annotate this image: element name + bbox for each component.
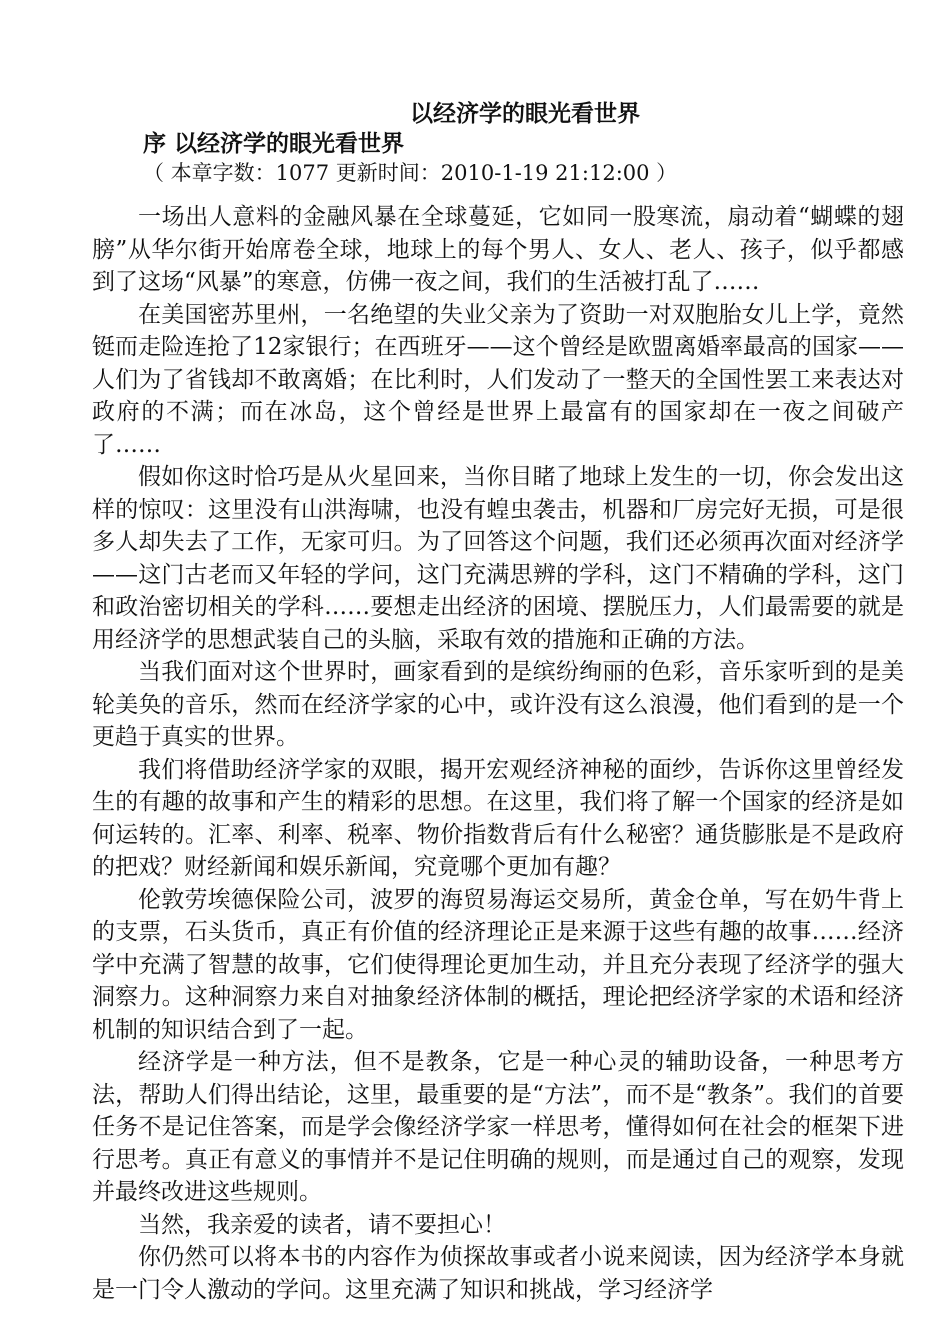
paragraph: 在美国密苏里州，一名绝望的失业父亲为了资助一对双胞胎女儿上学，竟然铤而走险连抢了12家银行；在西班牙——这个曾经是欧盟离婚率最高的国家——人们为了省钱却不敢离婚；在比利时，人们发动了一整天的全国性罢工来表达对政府的不满；而在冰岛，这个曾经是世界上最富有的国家却在一夜之间破产了…… <box>92 301 904 458</box>
paragraph: 你仍然可以将本书的内容作为侦探故事或者小说来阅读，因为经济学本身就是一门令人激动的学问。这里充满了知识和挑战，学习经济学 <box>92 1244 904 1303</box>
paragraph: 一场出人意料的金融风暴在全球蔓延，它如同一股寒流，扇动着“蝴蝶的翅膀”从华尔街开始席卷全球，地球上的每个男人、女人、老人、孩子，似乎都感到了这场“风暴”的寒意，仿佛一夜之间，我们的生活被打乱了…… <box>92 204 904 295</box>
body-text <box>92 201 904 1306</box>
paragraph: 当我们面对这个世界时，画家看到的是缤纷绚丽的色彩，音乐家听到的是美轮美奂的音乐，然而在经济学家的心中，或许没有这么浪漫，他们看到的是一个更趋于真实的世界。 <box>92 659 904 750</box>
chapter-meta-line: （ 本章字数：1077 更新时间：2010-1-19 21:12:00 ） <box>143 161 678 185</box>
paragraph: 当然，我亲爱的读者，请不要担心！ <box>138 1211 506 1238</box>
paragraph: 伦敦劳埃德保险公司，波罗的海贸易海运交易所，黄金仓单，写在奶牛背上的支票，石头货币，真正有价值的经济理论正是来源于这些有趣的故事……经济学中充满了智慧的故事，它们使得理论更加生动，并且充分表现了经济学的强大洞察力。这种洞察力来自对抽象经济体制的概括，理论把经济学家的术语和经济机制的知识结合到了一起。 <box>92 886 904 1043</box>
paragraph: 我们将借助经济学家的双眼，揭开宏观经济神秘的面纱，告诉你这里曾经发生的有趣的故事和产生的精彩的思想。在这里，我们将了解一个国家的经济是如何运转的。汇率、利率、税率、物价指数背后有什么秘密？通货膨胀是不是政府的把戏？财经新闻和娱乐新闻，究竟哪个更加有趣？ <box>92 756 904 880</box>
paragraph: 假如你这时恰巧是从火星回来，当你目睹了地球上发生的一切，你会发出这样的惊叹：这里没有山洪海啸，也没有蝗虫袭击，机器和厂房完好无损，可是很多人却失去了工作，无家可归。为了回答这个问题，我们还必须再次面对经济学——这门古老而又年轻的学问，这门充满思辨的学科，这门不精确的学科，这门和政治密切相关的学科……要想走出经济的困境、摆脱压力，人们最需要的就是用经济学的思想武装自己的头脑，采取有效的措施和正确的方法。 <box>92 464 904 653</box>
paragraph: 经济学是一种方法，但不是教条，它是一种心灵的辅助设备，一种思考方法，帮助人们得出结论，这里，最重要的是“方法”，而不是“教条”。我们的首要任务不是记住答案，而是学会像经济学家一样思考，懂得如何在社会的框架下进行思考。真正有意义的事情并不是记住明确的规则，而是通过自己的观察，发现并最终改进这些规则。 <box>92 1049 904 1205</box>
chapter-title: 序 以经济学的眼光看世界 <box>143 131 405 157</box>
book-title: 以经济学的眼光看世界 <box>410 101 640 127</box>
